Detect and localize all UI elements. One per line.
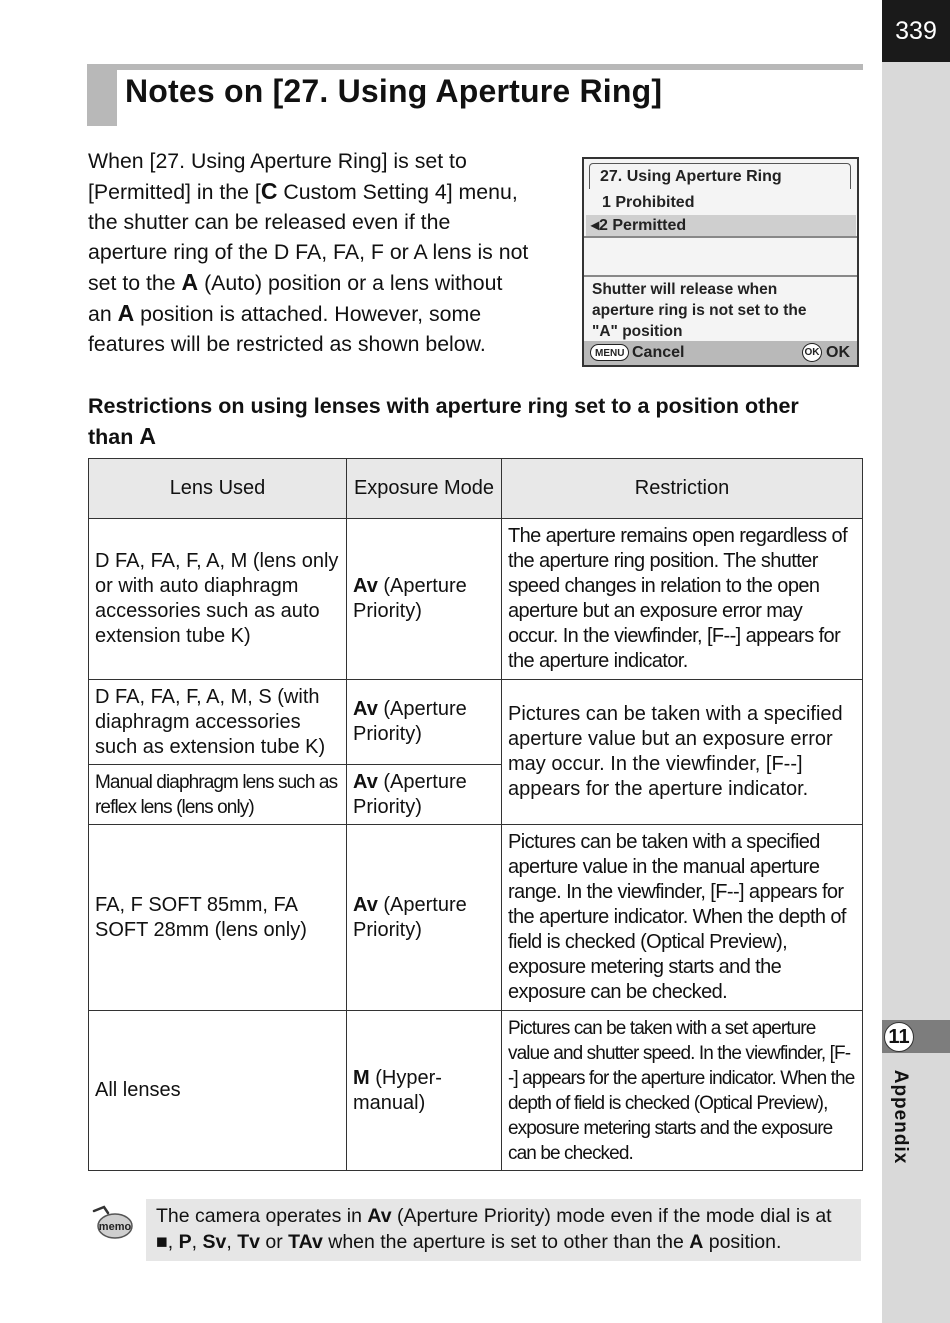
tav-mode-icon: TAv bbox=[288, 1231, 323, 1253]
av-mode-icon: Av bbox=[353, 575, 378, 597]
memo-fragment: when the aperture is set to other than the bbox=[322, 1231, 690, 1253]
m-mode-icon: M bbox=[353, 1066, 370, 1089]
restriction-cell: The aperture remains open regardless of the aperture ring position. The shutter speed changes in relation to the open aperture but an exposure error may occur. In the viewfinder, [F--] appears for the aperture indicator. bbox=[502, 519, 863, 680]
section-heading bbox=[88, 391, 868, 452]
table-row bbox=[89, 825, 863, 1011]
menu-footer bbox=[584, 341, 857, 365]
selection-arrow-icon: ◂ bbox=[591, 217, 600, 234]
av-mode-icon: Av bbox=[353, 698, 378, 720]
lens-cell: Manual diaphragm lens such as reflex lens (lens only) bbox=[89, 765, 347, 825]
memo-icon bbox=[90, 1205, 134, 1241]
memo-line bbox=[156, 1229, 858, 1255]
memo-line bbox=[156, 1203, 858, 1229]
ok-label: OK bbox=[826, 344, 850, 361]
memo-fragment: position. bbox=[703, 1231, 782, 1253]
memo-text bbox=[156, 1203, 858, 1255]
mode-cell bbox=[347, 1011, 502, 1171]
memo-fragment: or bbox=[259, 1231, 289, 1253]
sv-mode-icon: Sv bbox=[202, 1231, 227, 1253]
intro-line: When [27. Using Aperture Ring] is set to bbox=[88, 149, 467, 173]
table-row bbox=[89, 680, 863, 765]
ok-button-icon: OK bbox=[802, 343, 822, 362]
intro-text: set to the bbox=[88, 271, 182, 295]
intro-text: position is attached. However, some bbox=[134, 302, 482, 326]
mode-cell bbox=[347, 825, 502, 1011]
intro-text: Custom Setting 4] menu, bbox=[277, 180, 518, 204]
mode-text: (Hyper-manual) bbox=[353, 1066, 442, 1114]
mode-cell bbox=[347, 519, 502, 680]
page-title: Notes on [27. Using Aperture Ring] bbox=[125, 73, 663, 109]
heading-line: Restrictions on using lenses with aperture ring set to a position other bbox=[88, 394, 799, 418]
option-number: 1 bbox=[602, 194, 611, 211]
memo-fragment: , bbox=[167, 1231, 179, 1253]
intro-line bbox=[88, 267, 558, 298]
column-header-restriction: Restriction bbox=[502, 459, 863, 519]
av-mode-icon: Av bbox=[353, 770, 378, 793]
auto-position-icon: A bbox=[139, 423, 156, 449]
intro-text: an bbox=[88, 302, 118, 326]
menu-button-icon: MENU bbox=[590, 344, 629, 361]
description-line: Shutter will release when bbox=[592, 281, 778, 298]
menu-title: 27. Using Aperture Ring bbox=[589, 163, 851, 189]
divider bbox=[584, 275, 857, 277]
menu-description bbox=[592, 279, 806, 342]
mode-text: (Aperture Priority) bbox=[353, 575, 467, 622]
column-header-lens: Lens Used bbox=[89, 459, 347, 519]
intro-text: [Permitted] in the [ bbox=[88, 180, 261, 204]
camera-menu-screen bbox=[582, 157, 859, 367]
menu-option-permitted bbox=[586, 215, 856, 236]
lens-cell: D FA, FA, F, A, M, S (with diaphragm accessories such as extension tube K) bbox=[89, 680, 347, 765]
option-label: 2 Permitted bbox=[599, 217, 687, 234]
intro-line: the shutter can be released even if the bbox=[88, 210, 451, 234]
restrictions-table bbox=[88, 458, 863, 1171]
memo-fragment: , bbox=[226, 1231, 238, 1253]
intro-line: features will be restricted as shown below. bbox=[88, 332, 486, 356]
custom-setting-icon: C bbox=[260, 178, 278, 204]
title-rule bbox=[87, 64, 863, 70]
mode-text: (Aperture Priority) bbox=[353, 893, 467, 941]
table-header-row bbox=[89, 459, 863, 519]
chapter-label: Appendix bbox=[890, 1069, 911, 1165]
intro-line bbox=[88, 176, 558, 207]
table-row bbox=[89, 519, 863, 680]
mode-text: (Aperture Priority) bbox=[353, 770, 467, 818]
menu-option-prohibited bbox=[602, 194, 694, 212]
mode-cell bbox=[347, 680, 502, 765]
divider bbox=[584, 236, 857, 238]
intro-line: aperture ring of the D FA, FA, F or A lens is not bbox=[88, 240, 529, 264]
memo-icon-label: memo bbox=[98, 1221, 132, 1233]
lens-cell: FA, F SOFT 85mm, FA SOFT 28mm (lens only) bbox=[89, 825, 347, 1011]
lens-cell: D FA, FA, F, A, M (lens only or with auto diaphragm accessories such as auto extension tube K) bbox=[89, 519, 347, 680]
restriction-cell: Pictures can be taken with a set aperture value and shutter speed. In the viewfinder, [F--] appears for the aperture indicator. When the depth of field is checked (Optical Preview), exposure metering starts and the exposure can be checked. bbox=[502, 1011, 863, 1171]
chapter-number[interactable]: 11 bbox=[884, 1022, 914, 1052]
intro-text: (Auto) position or a lens without bbox=[198, 271, 503, 295]
intro-paragraph bbox=[88, 146, 558, 359]
page-number: 339 bbox=[882, 0, 950, 62]
memo-fragment: , bbox=[191, 1231, 203, 1253]
lens-cell: All lenses bbox=[89, 1011, 347, 1171]
av-mode-icon: Av bbox=[367, 1205, 392, 1227]
restriction-cell: Pictures can be taken with a specified aperture value in the manual aperture range. In the viewfinder, [F--] appears for the aperture indicator. When the depth of field is checked (Optical Preview), exposure metering starts and the exposure can be checked. bbox=[502, 825, 863, 1011]
description-line: aperture ring is not set to the bbox=[592, 302, 807, 319]
intro-line bbox=[88, 298, 558, 329]
auto-position-icon: A bbox=[117, 300, 135, 326]
column-header-mode: Exposure Mode bbox=[347, 459, 502, 519]
description-line: "A" position bbox=[592, 323, 683, 340]
memo-fragment: (Aperture Priority) mode even if the mode dial is at bbox=[391, 1205, 832, 1227]
restriction-cell: Pictures can be taken with a specified aperture value but an exposure error may occur. In the viewfinder, [F--] appears for the aperture indicator. bbox=[502, 680, 863, 825]
cancel-label: Cancel bbox=[632, 344, 685, 361]
mode-cell bbox=[347, 765, 502, 825]
heading-line: than bbox=[88, 425, 140, 449]
auto-position-icon: A bbox=[689, 1231, 704, 1253]
av-mode-icon: Av bbox=[353, 893, 378, 916]
option-label: Prohibited bbox=[615, 194, 695, 211]
tv-mode-icon: Tv bbox=[237, 1231, 260, 1253]
mode-text: (Aperture Priority) bbox=[353, 698, 467, 745]
title-marker bbox=[87, 64, 117, 126]
auto-position-icon: A bbox=[181, 269, 199, 295]
table-row bbox=[89, 1011, 863, 1171]
memo-fragment: The camera operates in bbox=[156, 1205, 368, 1227]
green-mode-icon: ■ bbox=[156, 1231, 168, 1253]
p-mode-icon: P bbox=[178, 1231, 192, 1253]
